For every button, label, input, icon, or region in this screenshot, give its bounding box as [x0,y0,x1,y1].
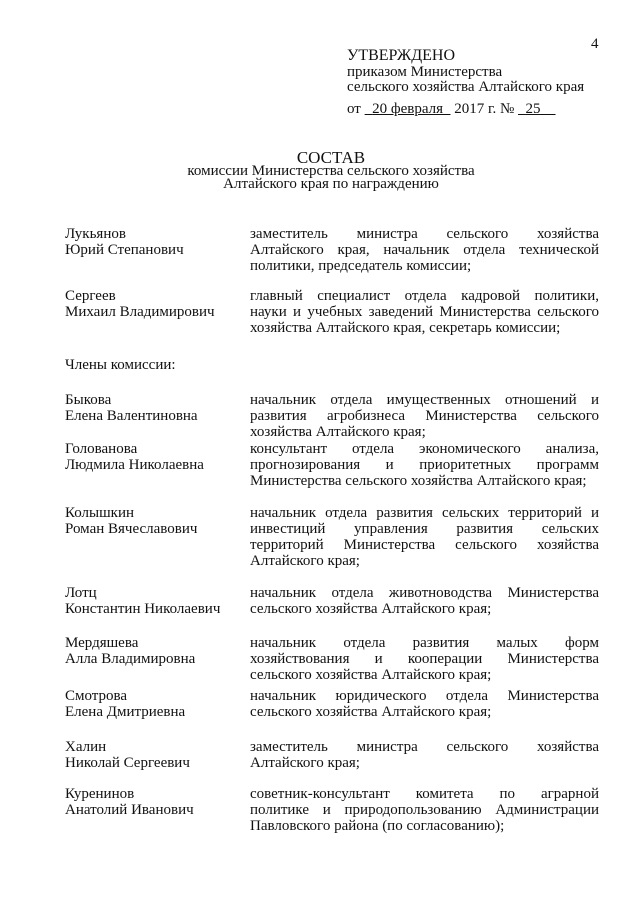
member-role-line: территорий Министерства сельского хозяйства [250,537,599,553]
member-role [250,392,599,440]
member-surname: Халин [65,739,107,755]
order-year: 2017 г. № [454,101,515,117]
member-surname: Сергеев [65,288,116,304]
member-role-line: политики, председатель комиссии; [250,258,472,274]
member-role [250,688,599,720]
approval-line-1: приказом Министерства [347,64,503,80]
document-subtitle-2: Алтайского края по награждению [223,176,439,192]
document-subtitle-1: комиссии Министерства сельского хозяйства [187,163,475,179]
member-surname: Лукьянов [65,226,126,242]
member-role-line: начальник отдела развития сельских территорий и [250,505,599,521]
member-role-line: советник-консультант комитета по аграрной [250,786,599,802]
document-title: СОСТАВ [296,148,366,167]
member-surname: Лотц [65,585,97,601]
member-role-line: консультант отдела экономического анализа, [250,441,599,457]
member-given-names: Николай Сергеевич [65,755,190,771]
member-role [250,739,599,771]
member-name [65,441,204,473]
member-given-names: Елена Валентиновна [65,408,198,424]
order-from-prefix: от [347,101,361,117]
member-role-line: развития агробизнеса Министерства сельского [250,408,599,424]
members-heading: Члены комиссии: [65,357,176,373]
member-role [250,635,599,683]
member-name [65,688,185,720]
member-surname: Смотрова [65,688,128,704]
member-role-line: главный специалист отдела кадровой политики, [250,288,599,304]
member-role [250,505,599,569]
member-surname: Колышкин [65,505,135,521]
member-role-line: прогнозирования и приоритетных программ [250,457,599,473]
member-role-line: начальник отдела животноводства Министерства [250,585,599,601]
member-role-line: начальник отдела развития малых форм [250,635,599,651]
member-name [65,786,194,818]
member-name [65,505,197,537]
member-given-names: Елена Дмитриевна [65,704,186,720]
member-role-line: хозяйствования и кооперации Министерства [250,651,599,667]
member-given-names: Константин Николаевич [65,601,221,617]
member-role-line: Павловского района (по согласованию); [250,818,505,834]
member-role-line: науки и учебных заведений Министерства сельского [250,304,599,320]
member-name [65,739,190,771]
member-role-line: политике и природопользованию Администрации [250,802,599,818]
member-given-names: Анатолий Иванович [65,802,194,818]
member-role-line: сельского хозяйства Алтайского края; [250,704,492,720]
approval-heading: УТВЕРЖДЕНО [347,47,456,64]
member-role-line: начальник отдела имущественных отношений и [250,392,599,408]
member-given-names: Роман Вячеславович [65,521,198,537]
order-number: 25 [525,101,541,117]
member-surname: Голованова [65,441,138,457]
approval-line-2: сельского хозяйства Алтайского края [347,79,585,95]
member-given-names: Алла Владимировна [65,651,196,667]
member-surname: Куренинов [65,786,135,802]
member-role-line: сельского хозяйства Алтайского края; [250,601,492,617]
member-surname: Быкова [65,392,112,408]
page-number: 4 [591,36,599,52]
member-role-line: заместитель министра сельского хозяйства [250,739,599,755]
member-role-line: инвестиций управления развития сельских [250,521,599,537]
member-given-names: Людмила Николаевна [65,457,204,473]
member-role [250,226,599,274]
member-role-line: Алтайского края; [250,755,360,771]
member-role-line: Алтайского края, начальник отдела технической [250,242,599,258]
member-name [65,226,184,258]
member-role [250,786,599,834]
member-role [250,441,599,489]
member-role [250,585,599,617]
member-role-line: заместитель министра сельского хозяйства [250,226,599,242]
member-role-line: хозяйства Алтайского края, секретарь комиссии; [250,320,561,336]
member-role-line: начальник юридического отдела Министерства [250,688,599,704]
order-date-row [347,101,556,118]
member-role-line: Алтайского края; [250,553,360,569]
member-role-line: сельского хозяйства Алтайского края; [250,667,492,683]
member-role-line: Министерства сельского хозяйства Алтайского края; [250,473,587,489]
member-given-names: Юрий Степанович [65,242,184,258]
member-role [250,288,599,336]
member-name [65,585,220,617]
member-surname: Мердяшева [65,635,139,651]
member-name [65,288,215,320]
member-name [65,635,195,667]
order-date: 20 февраля [372,101,443,117]
member-given-names: Михаил Владимирович [65,304,215,320]
member-name [65,392,198,424]
member-role-line: хозяйства Алтайского края; [250,424,426,440]
